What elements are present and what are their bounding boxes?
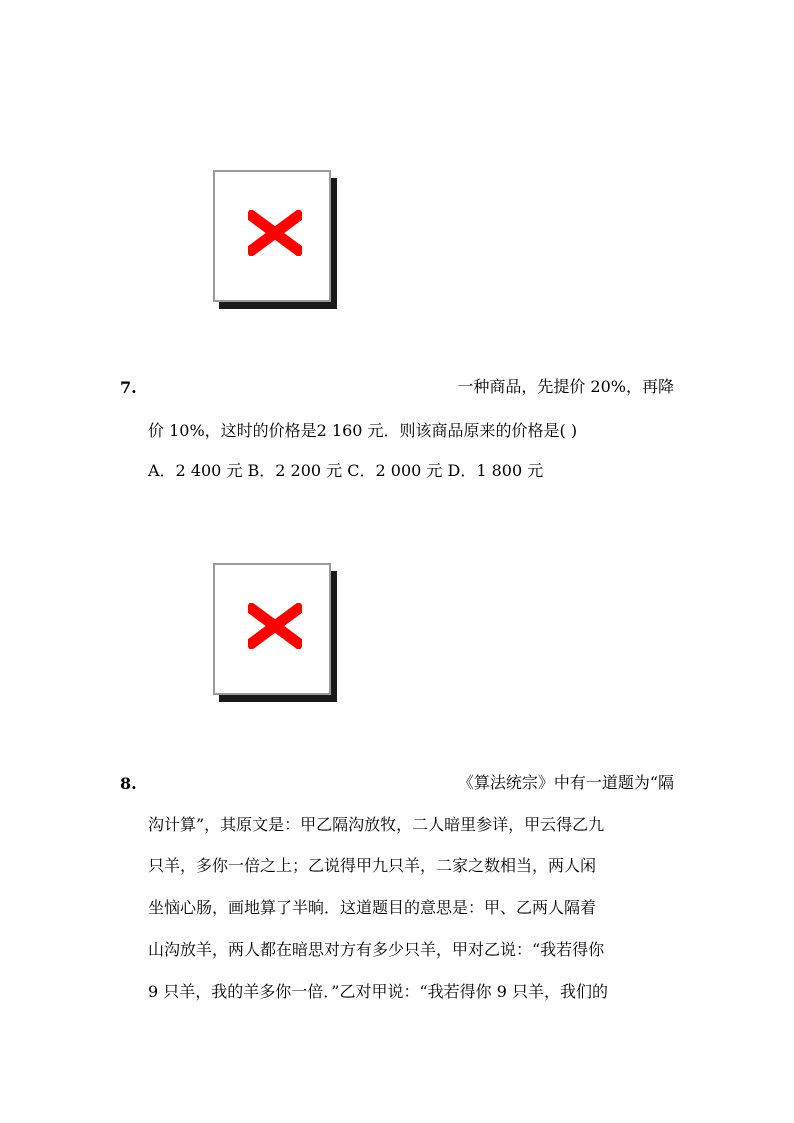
question-8-line-5: 山沟放羊，两人都在暗思对方有多少只羊，甲对乙说：“我若得你: [148, 940, 605, 959]
broken-image-icon: [213, 563, 339, 704]
question-8-line-3: 只羊，多你一倍之上；乙说得甲九只羊，二家之数相当，两人闲: [148, 856, 597, 875]
red-x-icon: [248, 210, 302, 256]
broken-image-icon: [213, 170, 339, 311]
question-8-number: 8.: [120, 774, 137, 793]
question-7-options: A．2 400 元 B．2 200 元 C．2 000 元 D．1 800 元: [148, 461, 544, 480]
question-8-line-1: 《算法统宗》中有一道题为“隔: [457, 773, 674, 792]
question-7-line-2: 价 10%，这时的价格是2 160 元．则该商品原来的价格是( ): [148, 421, 578, 440]
question-8-line-2: 沟计算”，其原文是：甲乙隔沟放牧，二人暗里参详，甲云得乙九: [148, 815, 605, 834]
question-8-line-4: 坐恼心肠，画地算了半晌．这道题目的意思是：甲、乙两人隔着: [148, 898, 597, 917]
red-x-icon: [248, 603, 302, 649]
question-7-number: 7.: [120, 378, 137, 397]
question-7-line-1: 一种商品，先提价 20%，再降: [457, 377, 674, 396]
question-8-line-6: 9 只羊，我的羊多你一倍．”乙对甲说：“我若得你 9 只羊，我们的: [148, 982, 608, 1001]
